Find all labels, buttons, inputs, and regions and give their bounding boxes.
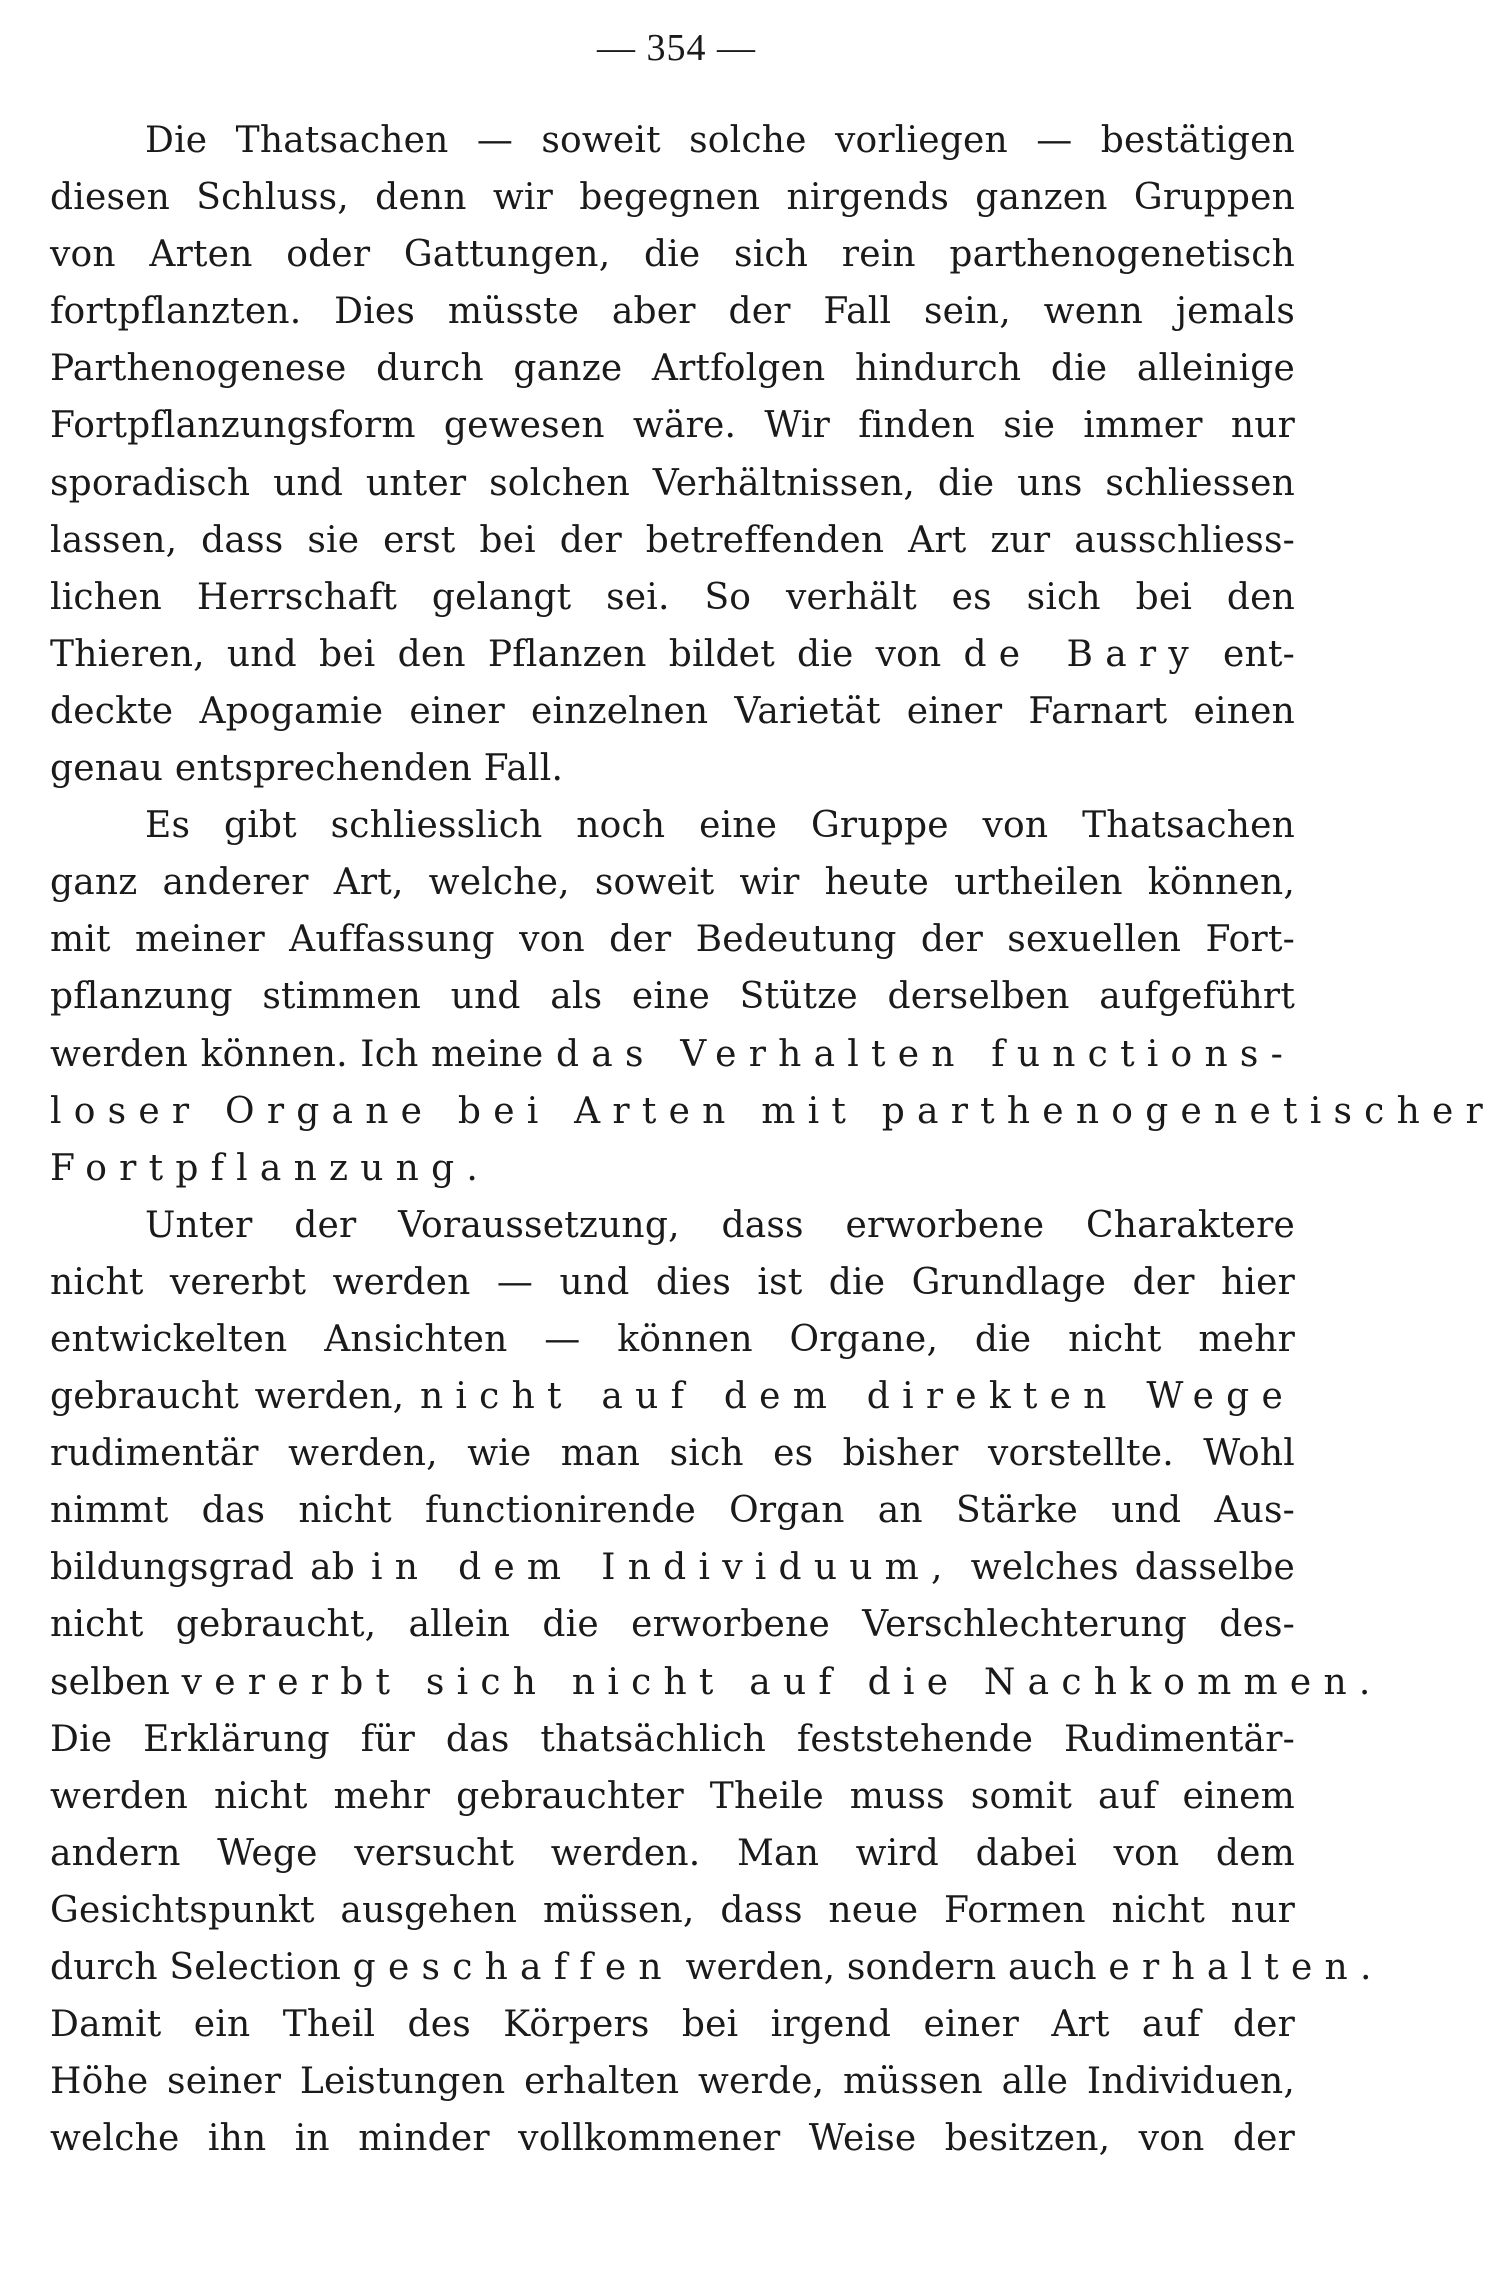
text-line: welche ihn in minder vollkommener Weise besitzen, von der [50, 2118, 1295, 2160]
text-line: selben vererbt sich nicht auf die Nachkommen. [50, 1661, 1383, 1703]
text-line: lichen Herrschaft gelangt sei. So verhält es sich bei den [50, 576, 1295, 618]
text-line: bildungsgrad ab in dem Individuum, welches dasselbe [50, 1547, 1295, 1589]
text-line: Damit ein Theil des Körpers bei irgend einer Art auf der [50, 2004, 1295, 2046]
text-line: ganz anderer Art, welche, soweit wir heute urtheilen können, [50, 862, 1295, 904]
emphasis-text: nicht auf dem direkten Wege [419, 1376, 1295, 1418]
text-line: Es gibt schliesslich noch eine Gruppe von Thatsachen [145, 805, 1295, 847]
text-line: durch Selection geschaffen werden, sondern auch erhalten. [50, 1947, 1384, 1988]
text-line: andern Wege versucht werden. Man wird dabei von dem [50, 1832, 1295, 1874]
text-line: deckte Apogamie einer einzelnen Varietät einer Farnart einen [50, 690, 1295, 732]
body-text [50, 112, 1495, 2167]
text-line: pflanzung stimmen und als eine Stütze derselben aufgeführt [50, 976, 1295, 1018]
text-line: Gesichtspunkt ausgehen müssen, dass neue Formen nicht nur [50, 1889, 1295, 1931]
text-line: nimmt das nicht functionirende Organ an Stärke und Aus- [50, 1490, 1295, 1532]
text-line: Parthenogenese durch ganze Artfolgen hindurch die alleinige [50, 348, 1295, 390]
text-line: Höhe seiner Leistungen erhalten werde, müssen alle Individuen, [50, 2061, 1295, 2103]
emphasis-text: loser Organe bei Arten mit parthenogenetischer [50, 1090, 1495, 1132]
text-line: Fortpflanzungsform gewesen wäre. Wir finden sie immer nur [50, 405, 1295, 447]
text-line: Unter der Voraussetzung, dass erworbene Charaktere [145, 1204, 1295, 1246]
emphasis-text: vererbt sich nicht auf die Nachkommen. [181, 1661, 1383, 1703]
emphasis-text: Fortpflanzung. [50, 1147, 491, 1189]
text-line: genau entsprechenden Fall. [50, 748, 564, 790]
text-line: Die Thatsachen — soweit solche vorliegen — bestätigen [145, 120, 1295, 161]
emphasis-text: in dem Individuum, [370, 1547, 955, 1589]
text-line: rudimentär werden, wie man sich es bisher vorstellte. Wohl [50, 1433, 1295, 1475]
page-number: — 354 — [597, 27, 756, 69]
text-line: lassen, dass sie erst bei der betreffenden Art zur ausschliess- [50, 519, 1295, 561]
text-line: Thieren, und bei den Pflanzen bildet die von de Bary ent- [50, 633, 1295, 675]
text-line: nicht vererbt werden — und dies ist die Grundlage der hier [50, 1261, 1295, 1303]
emphasis-text: das Verhalten functions- [555, 1033, 1295, 1075]
text-line: Die Erklärung für das thatsächlich feststehende Rudimentär- [50, 1718, 1295, 1760]
text-line: von Arten oder Gattungen, die sich rein parthenogenetisch [50, 234, 1295, 276]
text-line: werden nicht mehr gebrauchter Theile muss somit auf einem [50, 1775, 1295, 1817]
text-line: werden können. Ich meine das Verhalten functions- [50, 1033, 1295, 1075]
text-line: fortpflanzten. Dies müsste aber der Fall sein, wenn jemals [50, 291, 1295, 333]
text-line [50, 1083, 1495, 1140]
text-line: diesen Schluss, denn wir begegnen nirgends ganzen Gruppen [50, 177, 1295, 219]
text-line: gebraucht werden, nicht auf dem direkten Wege [50, 1376, 1295, 1418]
text-line: mit meiner Auffassung von der Bedeutung der sexuellen Fort- [50, 919, 1295, 961]
text-line: nicht gebraucht, allein die erworbene Verschlechterung des- [50, 1604, 1295, 1646]
text-line: sporadisch und unter solchen Verhältnissen, die uns schliessen [50, 462, 1295, 504]
emphasis-text: geschaffen [352, 1947, 674, 1988]
text-line [50, 1140, 1295, 1197]
text-line: entwickelten Ansichten — können Organe, die nicht mehr [50, 1318, 1295, 1360]
emphasis-text: de Bary [963, 633, 1201, 675]
emphasis-text: erhalten. [1108, 1947, 1384, 1988]
